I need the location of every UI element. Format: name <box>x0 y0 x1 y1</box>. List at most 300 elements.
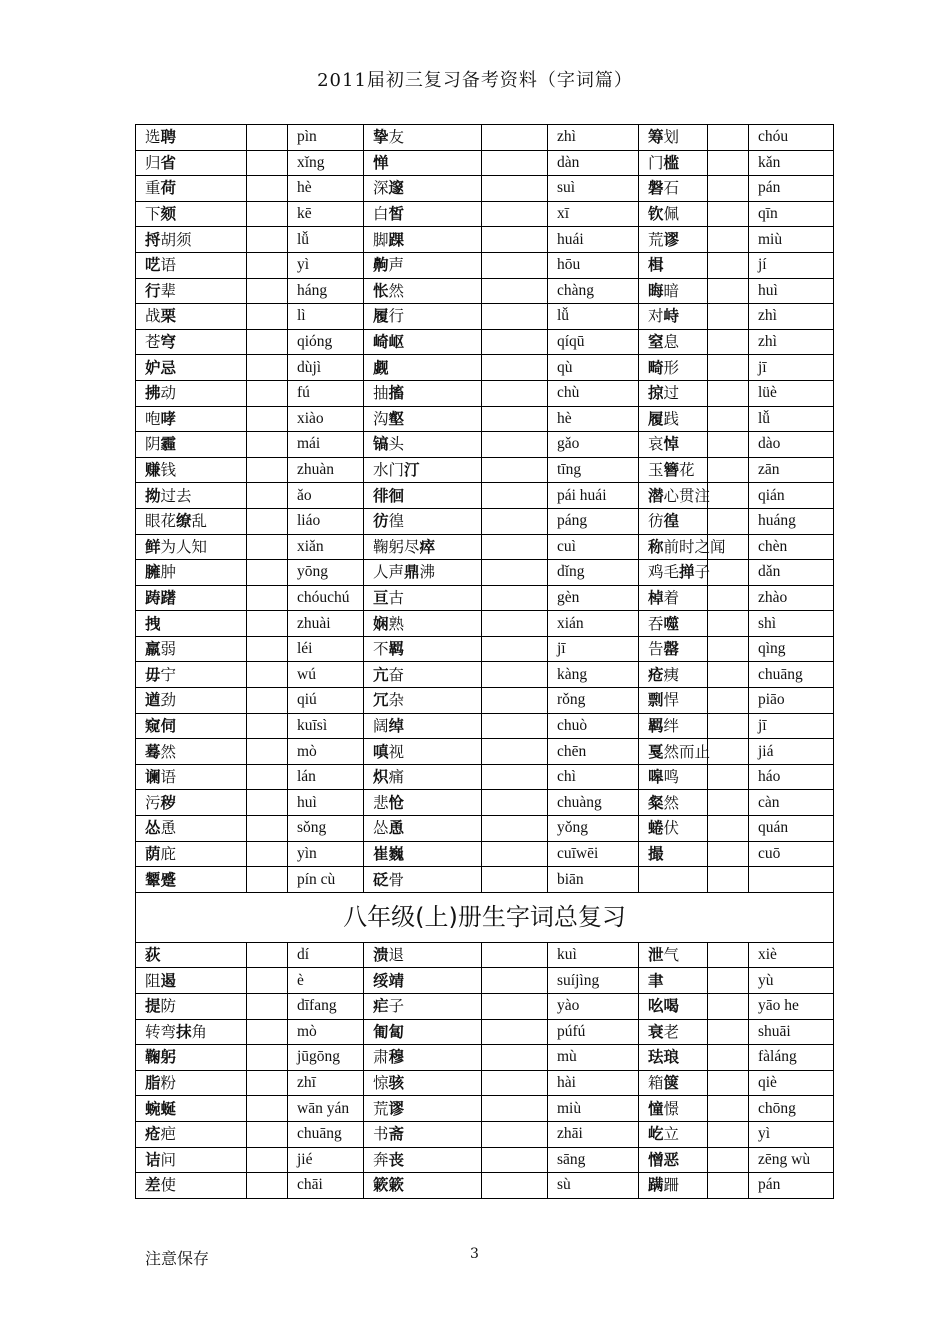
word-cell <box>364 1045 482 1071</box>
answer-blank-cell <box>247 1019 288 1045</box>
key-character: 疮 <box>648 664 664 684</box>
key-character: 憧 <box>648 1098 664 1118</box>
answer-blank-cell <box>482 1019 548 1045</box>
answer-blank-cell <box>708 560 749 586</box>
word-cell <box>639 278 708 304</box>
word-text: 归 <box>145 153 161 172</box>
table-row <box>136 176 834 202</box>
answer-blank-cell <box>247 1070 288 1096</box>
answer-blank-cell <box>708 1070 749 1096</box>
answer-blank-cell <box>247 713 288 739</box>
pinyin-cell: qìng <box>749 636 834 662</box>
word-cell <box>136 1121 247 1147</box>
key-character: 崔巍 <box>373 843 405 863</box>
pinyin-cell: dàn <box>548 150 639 176</box>
table-row <box>136 406 834 432</box>
word-text: 语 <box>160 256 177 275</box>
answer-blank-cell <box>708 790 749 816</box>
answer-blank-cell <box>482 739 548 765</box>
answer-blank-cell <box>708 304 749 330</box>
word-cell <box>639 688 708 714</box>
word-cell <box>136 457 247 483</box>
pinyin-cell: yào <box>548 994 639 1020</box>
word-cell <box>364 636 482 662</box>
word-text: 奔 <box>373 1150 389 1169</box>
word-cell <box>639 867 708 893</box>
answer-blank-cell <box>482 994 548 1020</box>
answer-blank-cell <box>708 1121 749 1147</box>
table-row <box>136 713 834 739</box>
answer-blank-cell <box>708 942 749 968</box>
word-cell <box>364 483 482 509</box>
word-text: 咆 <box>145 409 161 428</box>
key-character: 钦 <box>648 204 664 224</box>
word-cell <box>136 252 247 278</box>
pinyin-cell: kē <box>288 201 364 227</box>
word-cell <box>136 585 247 611</box>
word-text: 疤 <box>160 1125 177 1144</box>
word-cell <box>639 816 708 842</box>
pinyin-cell: suíjìng <box>548 968 639 994</box>
pinyin-cell: yōng <box>288 560 364 586</box>
word-cell <box>639 483 711 509</box>
word-text: 过去 <box>160 486 192 505</box>
key-character: 槛 <box>663 152 680 172</box>
key-character: 绰 <box>388 715 405 735</box>
key-character: 颦蹙 <box>145 869 177 889</box>
pinyin-cell: qiè <box>749 1070 834 1096</box>
answer-blank-cell <box>708 125 749 151</box>
table-row <box>136 942 834 968</box>
word-cell <box>639 508 708 534</box>
word-cell <box>364 278 482 304</box>
word-text: 奋 <box>388 665 405 684</box>
answer-blank-cell <box>247 278 288 304</box>
pinyin-cell: jí <box>749 252 834 278</box>
word-cell <box>136 841 247 867</box>
word-cell <box>136 1070 247 1096</box>
key-character: 汀 <box>404 460 420 480</box>
key-character: 怆 <box>388 792 405 812</box>
pinyin-cell: zhāi <box>548 1121 639 1147</box>
key-character: 亘 <box>373 587 389 607</box>
key-character: 晦 <box>648 280 664 300</box>
word-cell <box>136 227 247 253</box>
key-character: 称 <box>648 536 664 556</box>
word-cell <box>136 713 247 739</box>
pinyin-cell: lǚ <box>548 304 639 330</box>
pinyin-cell: zhào <box>749 585 834 611</box>
key-character: 徘徊 <box>373 485 405 505</box>
word-text: 庇 <box>160 844 177 863</box>
key-character: 骇 <box>388 1073 405 1093</box>
pinyin-cell: huì <box>288 790 364 816</box>
key-character: 皙 <box>388 204 405 224</box>
pinyin-cell: chù <box>548 380 639 406</box>
answer-blank-cell <box>247 534 288 560</box>
pinyin-cell: huì <box>749 278 834 304</box>
pinyin-cell: chuāng <box>288 1121 364 1147</box>
word-text: 老 <box>663 1022 680 1041</box>
word-cell <box>364 201 482 227</box>
answer-blank-cell <box>247 1096 288 1122</box>
word-cell <box>639 611 708 637</box>
pinyin-cell: zhì <box>749 329 834 355</box>
pinyin-cell: lán <box>288 764 364 790</box>
word-cell <box>364 994 482 1020</box>
key-character: 鲜 <box>145 536 161 556</box>
key-character: 怂 <box>145 818 161 838</box>
pinyin-cell: chuò <box>548 713 639 739</box>
key-character: 憎恶 <box>648 1149 680 1169</box>
pinyin-cell: mò <box>288 739 364 765</box>
pinyin-cell: è <box>288 968 364 994</box>
table-row <box>136 1096 834 1122</box>
answer-blank-cell <box>482 1070 548 1096</box>
answer-blank-cell <box>708 1096 749 1122</box>
answer-blank-cell <box>247 739 288 765</box>
word-cell <box>364 227 482 253</box>
word-text: 徨 <box>388 512 405 531</box>
word-cell <box>364 1147 482 1173</box>
pinyin-cell: dǎn <box>749 560 834 586</box>
word-cell <box>136 406 247 432</box>
pinyin-cell: chēn <box>548 739 639 765</box>
word-cell <box>136 380 247 406</box>
pinyin-cell: sāng <box>548 1147 639 1173</box>
word-cell <box>364 1070 482 1096</box>
key-character: 脂 <box>145 1073 161 1093</box>
pinyin-cell: lǚ <box>288 227 364 253</box>
table-row <box>136 968 834 994</box>
answer-blank-cell <box>247 508 288 534</box>
word-text: 骨 <box>388 870 405 889</box>
word-text: 污 <box>145 793 161 812</box>
section2-rows <box>136 942 834 1198</box>
word-cell <box>364 508 482 534</box>
word-text: 鸡毛 <box>648 563 680 582</box>
answer-blank-cell <box>247 380 288 406</box>
word-cell <box>136 560 247 586</box>
answer-blank-cell <box>708 483 749 509</box>
key-character: 捋 <box>145 229 161 249</box>
word-cell <box>639 739 711 765</box>
table-row <box>136 457 834 483</box>
pinyin-cell: lǚ <box>749 406 834 432</box>
word-text: 不 <box>373 640 389 659</box>
pinyin-cell: gèn <box>548 585 639 611</box>
key-character: 珐琅 <box>648 1047 680 1067</box>
table-row <box>136 662 834 688</box>
pinyin-cell: jī <box>749 713 834 739</box>
pinyin-cell: kàng <box>548 662 639 688</box>
pinyin-cell: mò <box>288 1019 364 1045</box>
key-character: 筹 <box>648 127 664 147</box>
answer-blank-cell <box>482 611 548 637</box>
answer-blank-cell <box>482 841 548 867</box>
pinyin-cell: fú <box>288 380 364 406</box>
word-cell <box>364 790 482 816</box>
word-text: 立 <box>663 1125 680 1144</box>
word-cell <box>136 201 247 227</box>
key-character: 拽 <box>145 613 161 633</box>
word-text: 动 <box>160 384 177 403</box>
answer-blank-cell <box>247 227 288 253</box>
key-character: 颏 <box>160 204 177 224</box>
answer-blank-cell <box>482 176 548 202</box>
key-character: 彷 <box>373 511 389 531</box>
table-row <box>136 252 834 278</box>
word-cell <box>639 1045 708 1071</box>
answer-blank-cell <box>482 662 548 688</box>
pinyin-cell: hài <box>548 1070 639 1096</box>
answer-blank-cell <box>482 1096 548 1122</box>
answer-blank-cell <box>708 688 749 714</box>
key-character: 遒 <box>145 690 161 710</box>
answer-blank-cell <box>708 994 749 1020</box>
table-row <box>136 1173 834 1199</box>
table-row <box>136 380 834 406</box>
pinyin-cell: chì <box>548 764 639 790</box>
answer-blank-cell <box>708 1019 749 1045</box>
key-character: 荻 <box>145 945 161 965</box>
word-cell <box>639 585 708 611</box>
table-row <box>136 1019 834 1045</box>
word-cell <box>364 816 482 842</box>
word-cell <box>639 994 708 1020</box>
key-character: 绥靖 <box>373 970 405 990</box>
key-character: 妒忌 <box>145 357 177 377</box>
pinyin-cell: kuì <box>548 942 639 968</box>
key-character: 悼 <box>663 434 680 454</box>
word-cell <box>364 1019 482 1045</box>
word-cell <box>639 406 708 432</box>
key-character: 嗥 <box>648 767 664 787</box>
pinyin-cell: gǎo <box>548 432 639 458</box>
key-character: 挚 <box>373 127 389 147</box>
word-cell <box>364 252 482 278</box>
word-text: 然 <box>388 281 405 300</box>
key-character: 臃 <box>145 562 161 582</box>
answer-blank-cell <box>708 867 749 893</box>
key-character: 行 <box>145 280 161 300</box>
key-character: 簌簌 <box>373 1175 405 1195</box>
word-text: 角 <box>191 1022 208 1041</box>
answer-blank-cell <box>482 688 548 714</box>
answer-blank-cell <box>708 636 749 662</box>
answer-blank-cell <box>482 968 548 994</box>
word-text: 践 <box>663 409 680 428</box>
word-text: 鸣 <box>663 768 680 787</box>
pinyin-cell: xǐng <box>288 150 364 176</box>
word-cell <box>364 304 482 330</box>
answer-blank-cell <box>708 329 749 355</box>
word-cell <box>364 534 482 560</box>
answer-blank-cell <box>247 636 288 662</box>
word-cell <box>639 1173 708 1199</box>
key-character: 赚 <box>145 460 161 480</box>
pinyin-cell: jūgōng <box>288 1045 364 1071</box>
word-text: 视 <box>388 742 405 761</box>
pinyin-cell: fàláng <box>749 1045 834 1071</box>
answer-blank-cell <box>247 406 288 432</box>
word-cell <box>136 764 247 790</box>
key-character: 疟 <box>373 996 389 1016</box>
key-character: 壑 <box>388 408 405 428</box>
answer-blank-cell <box>482 1147 548 1173</box>
word-text: 暗 <box>663 281 680 300</box>
key-character: 丧 <box>388 1149 405 1169</box>
word-cell <box>136 1045 247 1071</box>
word-cell <box>639 457 708 483</box>
pinyin-cell: háng <box>288 278 364 304</box>
page-header: 2011届初三复习备考资料（字词篇） <box>317 70 633 91</box>
word-cell <box>639 1070 708 1096</box>
word-text: 劲 <box>160 691 177 710</box>
answer-blank-cell <box>708 713 749 739</box>
word-text: 钱 <box>160 461 177 480</box>
word-cell <box>639 252 708 278</box>
answer-blank-cell <box>247 432 288 458</box>
answer-blank-cell <box>482 227 548 253</box>
answer-blank-cell <box>247 483 288 509</box>
pinyin-cell: tīng <box>548 457 639 483</box>
pinyin-cell: pán <box>749 1173 834 1199</box>
word-cell <box>639 355 708 381</box>
word-cell <box>639 432 708 458</box>
word-text: 门 <box>648 153 664 172</box>
word-cell <box>364 841 482 867</box>
table-row <box>136 764 834 790</box>
pinyin-cell: lì <box>288 304 364 330</box>
answer-blank-cell <box>247 252 288 278</box>
answer-blank-cell <box>708 355 749 381</box>
key-character: 瘁 <box>419 536 436 556</box>
table-row <box>136 355 834 381</box>
table-row <box>136 1070 834 1096</box>
answer-blank-cell <box>247 867 288 893</box>
word-text: 弱 <box>160 640 177 659</box>
key-character: 谬 <box>388 1098 405 1118</box>
word-cell <box>136 611 247 637</box>
answer-blank-cell <box>482 764 548 790</box>
pinyin-cell: púfú <box>548 1019 639 1045</box>
key-character: 箧 <box>663 1073 680 1093</box>
word-text: 箱 <box>648 1074 664 1093</box>
word-text: 彷 <box>648 512 664 531</box>
word-cell <box>364 457 482 483</box>
answer-blank-cell <box>247 968 288 994</box>
answer-blank-cell <box>482 201 548 227</box>
pinyin-cell: chóuchú <box>288 585 364 611</box>
table-row <box>136 841 834 867</box>
answer-blank-cell <box>482 252 548 278</box>
answer-blank-cell <box>708 380 749 406</box>
word-cell <box>639 560 711 586</box>
table-row <box>136 329 834 355</box>
pinyin-cell: yì <box>288 252 364 278</box>
key-character: 栗 <box>160 306 177 326</box>
answer-blank-cell <box>247 355 288 381</box>
word-cell <box>639 201 708 227</box>
word-cell <box>364 662 482 688</box>
answer-blank-cell <box>247 816 288 842</box>
key-character: 秽 <box>160 792 177 812</box>
word-text: 伏 <box>663 819 680 838</box>
answer-blank-cell <box>482 942 548 968</box>
word-cell <box>136 125 247 151</box>
key-character: 抹 <box>176 1021 192 1041</box>
key-character: 棹 <box>648 587 664 607</box>
word-text: 胡须 <box>160 230 192 249</box>
key-character: 蜷 <box>648 818 664 838</box>
pinyin-cell: dīfang <box>288 994 364 1020</box>
word-cell <box>136 636 247 662</box>
word-text: 气 <box>663 946 680 965</box>
pinyin-cell: xiào <box>288 406 364 432</box>
word-text: 下 <box>145 205 161 224</box>
word-text: 前时之闻 <box>663 537 726 556</box>
pinyin-cell: huái <box>548 227 639 253</box>
pinyin-cell: rǒng <box>548 688 639 714</box>
word-cell <box>639 1121 708 1147</box>
word-cell <box>639 125 708 151</box>
table-row <box>136 611 834 637</box>
key-character: 搐 <box>388 383 405 403</box>
word-text: 肿 <box>160 563 177 582</box>
word-text: 白 <box>373 205 389 224</box>
pinyin-cell: zhī <box>288 1070 364 1096</box>
answer-blank-cell <box>482 483 548 509</box>
word-cell <box>639 304 708 330</box>
pinyin-cell: pán <box>749 176 834 202</box>
pinyin-cell: sǒng <box>288 816 364 842</box>
key-character: 履 <box>648 408 664 428</box>
answer-blank-cell <box>482 508 548 534</box>
key-character: 磐 <box>648 178 664 198</box>
pinyin-cell: hè <box>548 406 639 432</box>
pinyin-cell: qián <box>749 483 834 509</box>
pinyin-cell: dào <box>749 432 834 458</box>
word-cell <box>639 1096 708 1122</box>
word-cell <box>639 227 708 253</box>
word-cell <box>136 1096 247 1122</box>
pinyin-cell: chāi <box>288 1173 364 1199</box>
key-character: 谬 <box>663 229 680 249</box>
pinyin-cell: dùjì <box>288 355 364 381</box>
answer-blank-cell <box>482 355 548 381</box>
key-character: 羁 <box>388 639 405 659</box>
answer-blank-cell <box>247 1173 288 1199</box>
word-cell <box>639 764 708 790</box>
key-character: 屹 <box>648 1124 664 1144</box>
pinyin-cell: ǎo <box>288 483 364 509</box>
key-character: 踌躇 <box>145 587 177 607</box>
pinyin-cell: pái huái <box>548 483 639 509</box>
word-text: 抽 <box>373 384 389 403</box>
pinyin-cell: hè <box>288 176 364 202</box>
table-row <box>136 994 834 1020</box>
word-text: 头 <box>388 435 405 454</box>
word-cell <box>639 534 726 560</box>
answer-blank-cell <box>247 176 288 202</box>
key-character: 羸 <box>145 639 161 659</box>
answer-blank-cell <box>247 1121 288 1147</box>
word-cell <box>136 304 247 330</box>
answer-blank-cell <box>482 790 548 816</box>
word-cell <box>639 329 708 355</box>
word-text: 吞 <box>648 614 664 633</box>
